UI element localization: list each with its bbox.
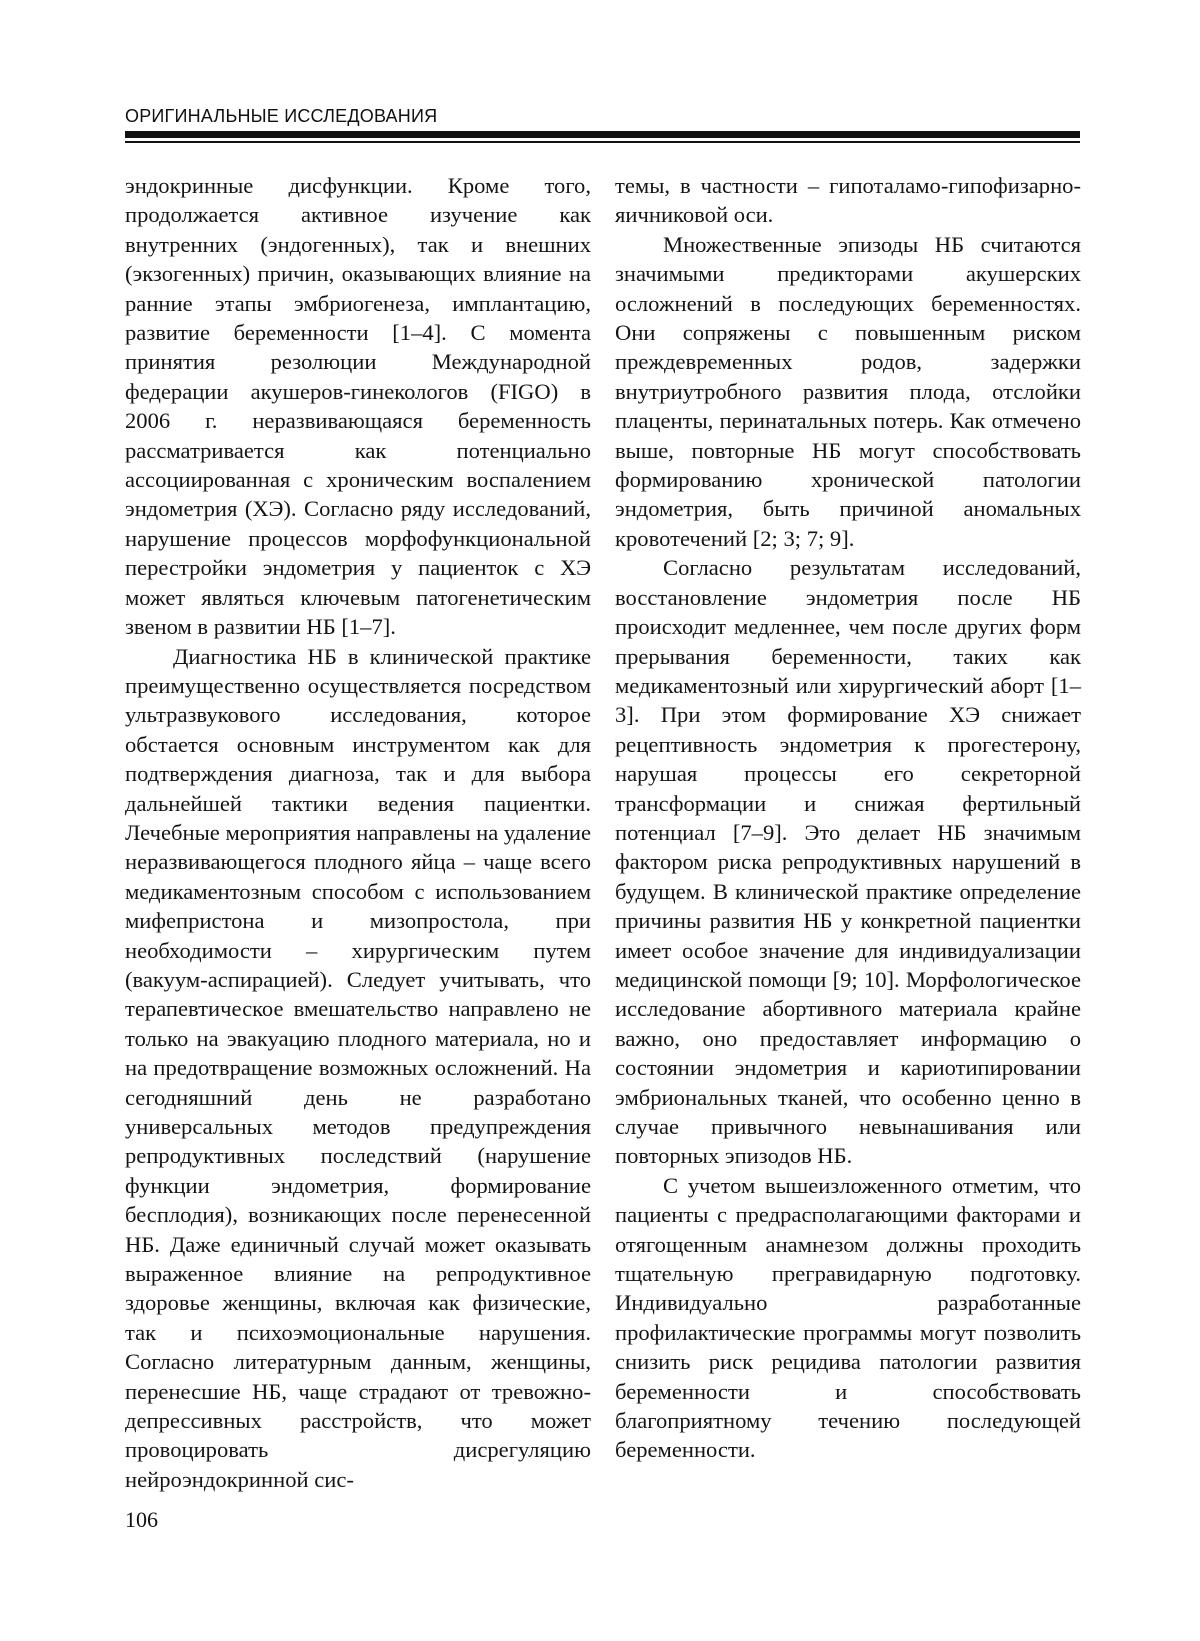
paragraph: Согласно результатам исследований, восстановление эндометрия после НБ происходит медленнее, чем после других форм прерывания беременности, таких как медикаментозный или хирургический аборт [1–3]. При этом формирование ХЭ снижает рецептивность эндометрия к прогестерону, нарушая процессы его секреторной трансформации и снижая фертильный потенциал [7–9]. Это делает НБ значимым фактором риска репродуктивных нарушений в будущем. В клинической практике определение причины развития НБ у конкретной пациентки имеет особое значение для индивидуализации медицинской помощи [9; 10]. Морфологическое исследование абортивного материала крайне важно, оно предоставляет информацию о состоянии эндометрия и кариотипировании эмбриональных тканей, что особенно ценно в случае привычного невынашивания или повторных эпизодов НБ. [615,555,1081,1169]
right-column [615,171,1081,1465]
paragraph: темы, в частности – гипоталамо-гипофизарно-яичниковой оси. [615,173,1081,228]
paragraph: эндокринные дисфункции. Кроме того, продолжается активное изучение как внутренних (эндогенных), так и внешних (экзогенных) причин, оказывающих влияние на ранние этапы эмбриогенеза, имплантацию, развитие беременности [1–4]. С момента принятия резолюции Международной федерации акушеров-гинекологов (FIGO) в 2006 г. неразвивающаяся беременность рассматривается как потенциально ассоциированная с хроническим воспалением эндометрия (ХЭ). Согласно ряду исследований, нарушение процессов морфофункциональной перестройки эндометрия у пациенток с ХЭ может являться ключевым патогенетическим звеном в развитии НБ [1–7]. [125,173,591,640]
page-number: 106 [125,1507,158,1532]
left-column [125,171,591,1494]
paragraph: Множественные эпизоды НБ считаются значимыми предикторами акушерских осложнений в последующих беременностях. Они сопряжены с повышенным риском преждевременных родов, задержки внутриутробного развития плода, отслойки плаценты, перинатальных потерь. Как отмечено выше, повторные НБ могут способствовать формированию хронической патологии эндометрия, быть причиной аномальных кровотечений [2; 3; 7; 9]. [615,231,1081,551]
paragraph: С учетом вышеизложенного отметим, что пациенты с предрасполагающими факторами и отягощенным анамнезом должны проходить тщательную прегравидарную подготовку. Индивидуально разработанные профилактические программы могут позволить снизить риск рецидива патологии развития беременности и способствовать благоприятному течению последующей беременности. [615,1172,1081,1463]
header-rule-thick [125,131,1080,138]
header-rule-thin [125,141,1080,143]
paragraph: Диагностика НБ в клинической практике преимущественно осуществляется посредством ультразвукового исследования, которое обстается основным инструментом как для подтверждения диагноза, так и для выбора дальнейшей тактики ведения пациентки. Лечебные мероприятия направлены на удаление неразвивающегося плодного яйца – чаще всего медикаментозным способом с использованием мифепристона и мизопростола, при необходимости – хирургическим путем (вакуум-аспирацией). Следует учитывать, что терапевтическое вмешательство направлено не только на эвакуацию плодного материала, но и на предотвращение возможных осложнений. На сегодняшний день не разработано универсальных методов предупреждения репродуктивных последствий (нарушение функции эндометрия, формирование бесплодия), возникающих после перенесенной НБ. Даже единичный случай может оказывать выраженное влияние на репродуктивное здоровье женщины, включая как физические, так и психоэмоциональные нарушения. Согласно литературным данным, женщины, перенесшие НБ, чаще страдают от тревожно-депрессивных расстройств, что может провоцировать дисрегуляцию нейроэндокринной сис- [125,643,591,1492]
running-header: ОРИГИНАЛЬНЫЕ ИССЛЕДОВАНИЯ [125,106,438,126]
